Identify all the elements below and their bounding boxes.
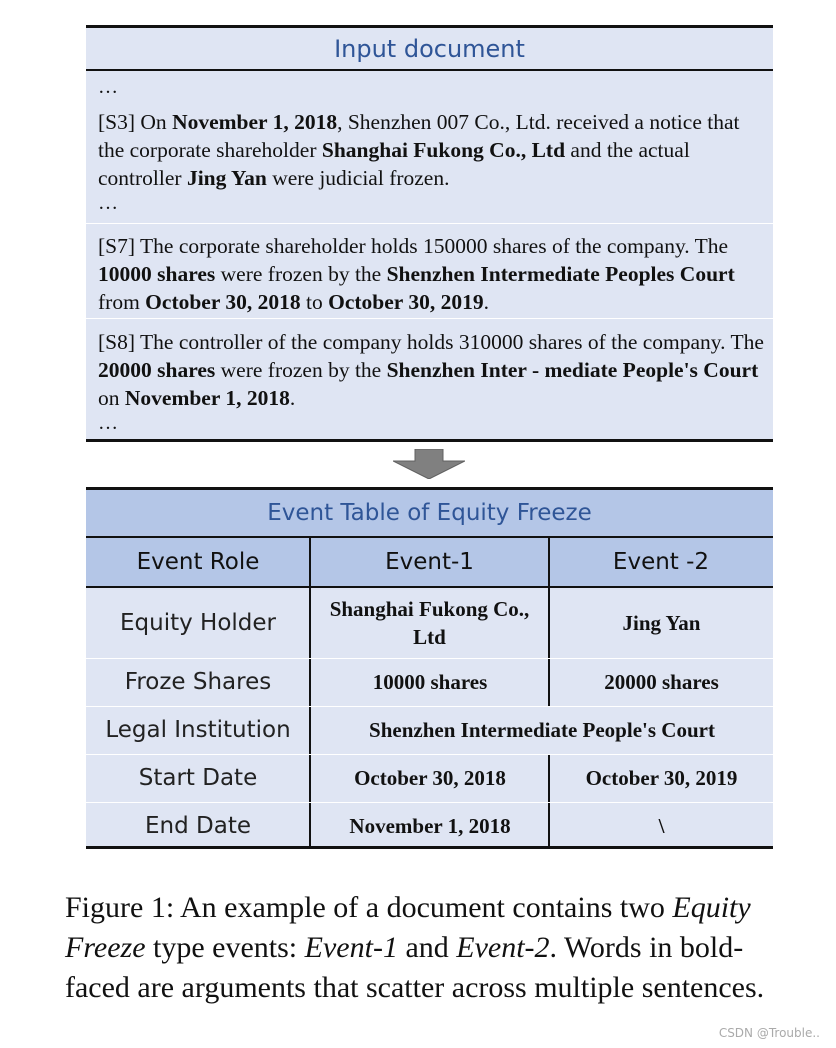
- cell-event1-end-date: November 1, 2018: [349, 813, 511, 838]
- caption-part: Figure 1: An example of a document contains two: [65, 891, 673, 924]
- cell-event2-froze-shares: 20000 shares: [604, 670, 719, 694]
- caption-italic: Event-2: [456, 931, 550, 964]
- s8-date: November 1, 2018: [124, 386, 290, 410]
- s3-controller: Jing Yan: [186, 166, 267, 190]
- s8-court: Shenzhen Inter - mediate People's Court: [386, 358, 759, 382]
- caption-part: and: [397, 931, 457, 964]
- input-document-panel: [86, 25, 773, 442]
- row-label-legal-institution: Legal Institution: [105, 717, 291, 743]
- caption-italic: Event-1: [304, 931, 398, 964]
- header-event-role: Event Role: [86, 538, 310, 588]
- separator-line: [86, 223, 773, 224]
- s7-end: October 30, 2019: [328, 290, 484, 314]
- s8-prefix: [S8] The controller of the company holds 310000 shares of the company. The: [98, 330, 764, 354]
- s7-start: October 30, 2018: [145, 290, 301, 314]
- s7-mid1: were frozen by the: [215, 262, 387, 286]
- row-label-end-date: End Date: [145, 812, 251, 839]
- s8-mid1: were frozen by the: [215, 358, 387, 382]
- s7-suffix: .: [483, 290, 489, 314]
- figure-caption: [65, 888, 800, 1008]
- row-label-start-date: Start Date: [138, 765, 258, 791]
- cell-event1-start-date: October 30, 2018: [354, 766, 506, 790]
- cell-event2-start-date: October 30, 2019: [585, 766, 738, 790]
- cell-event2-equity-holder: Jing Yan: [622, 611, 701, 635]
- event-table: [86, 487, 773, 849]
- ellipsis-bottom: …: [98, 412, 118, 434]
- header-event-2: Event -2: [549, 538, 773, 588]
- s7-shares: 10000 shares: [98, 262, 216, 286]
- watermark: CSDN @Trouble..: [718, 1026, 820, 1040]
- caption-italic: Equity Freeze: [65, 891, 751, 964]
- down-arrow-icon: [393, 449, 465, 479]
- s3-holder: Shanghai Fukong Co., Ltd: [321, 138, 566, 162]
- s7-mid2: from: [98, 290, 146, 314]
- cell-merged-legal-institution: Shenzhen Intermediate People's Court: [369, 718, 715, 742]
- sentence-s8: [98, 328, 766, 412]
- sentence-s3: [98, 108, 766, 192]
- header-event-1: Event-1: [310, 538, 549, 588]
- input-document-title: Input document: [86, 28, 773, 71]
- separator-line: [86, 318, 773, 319]
- cell-event1-froze-shares: 10000 shares: [372, 670, 488, 694]
- s7-prefix: [S7] The corporate shareholder holds 150000 shares of the company. The: [98, 234, 729, 258]
- row-label-equity-holder: Equity Holder: [119, 610, 276, 636]
- ellipsis-mid: …: [98, 192, 118, 214]
- s3-mid2: and the actual controller: [98, 138, 690, 190]
- s8-mid2: on: [98, 386, 125, 410]
- s8-suffix: .: [289, 386, 296, 410]
- ellipsis-top: …: [98, 76, 118, 98]
- sentence-s7: [98, 232, 766, 316]
- caption-part: type events:: [145, 931, 305, 964]
- caption-part: . Words in bold-faced are arguments that scatter across multiple sentences.: [65, 931, 765, 1004]
- s7-court: Shenzhen Intermediate Peoples Court: [386, 262, 735, 286]
- s3-prefix: [S3] On: [98, 110, 173, 134]
- s3-suffix: were judicial frozen.: [266, 166, 450, 190]
- row-label-froze-shares: Froze Shares: [124, 669, 272, 695]
- s3-date: November 1, 2018: [172, 110, 338, 134]
- cell-event1-equity-holder: Shanghai Fukong Co., Ltd: [329, 597, 530, 649]
- event-table-title: Event Table of Equity Freeze: [86, 490, 773, 538]
- cell-event2-end-date: \: [658, 813, 665, 838]
- s3-mid1: , Shenzhen 007 Co., Ltd. received a notice that the corporate shareholder: [98, 110, 740, 162]
- s8-shares: 20000 shares: [98, 358, 216, 382]
- s7-mid3: to: [300, 290, 329, 314]
